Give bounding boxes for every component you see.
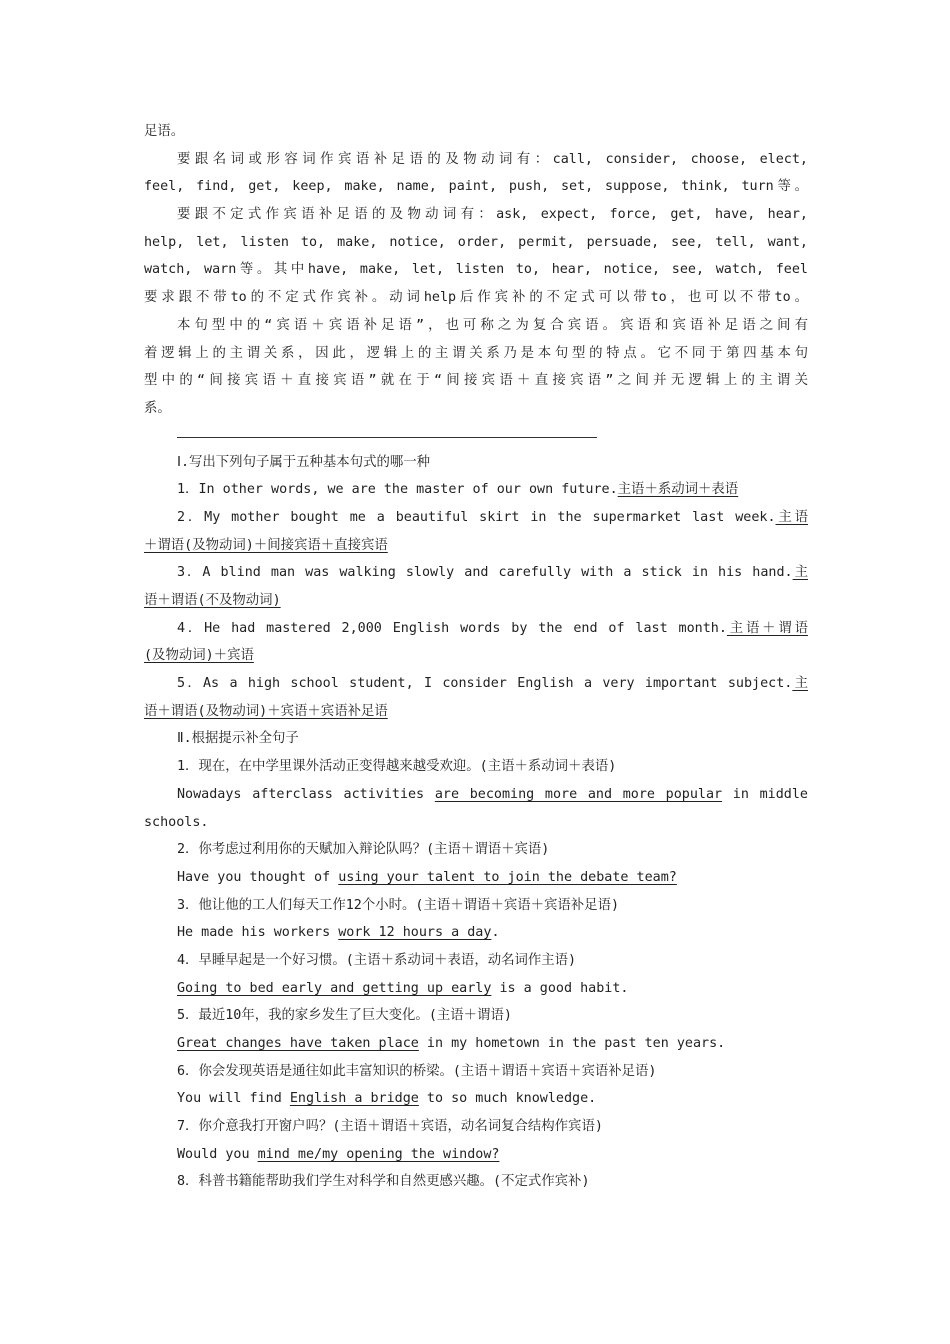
question-text: 5．As a high school student, I consider English a very important subject. xyxy=(177,676,793,692)
exercise2-answer-line: Great changes have taken place in my hometown in the past ten years. xyxy=(177,1036,726,1051)
exercise2-answer-line: Going to bed early and getting up early is a good habit. xyxy=(177,980,629,996)
section-divider xyxy=(144,423,808,449)
answer-text: 语＋谓语(不及物动词) xyxy=(144,593,281,608)
exercise2-prompt: 8．科普书籍能帮助我们学生对科学和自然更感兴趣。(不定式作宾补) xyxy=(177,1174,590,1190)
answer-text: English a bridge xyxy=(289,1091,419,1107)
grammar-line: watch, warn等。其中have, make, let, listen to, hear, notice, see, watch, feel xyxy=(144,262,808,278)
exercise2-prompt: 1．现在，在中学里课外活动正变得越来越受欢迎。(主语＋系动词＋表语) xyxy=(177,759,617,775)
answer-text: Going to bed early and getting up early xyxy=(177,980,492,996)
answer-text: Great changes have taken place xyxy=(177,1036,419,1051)
answer-text: 主 xyxy=(792,676,808,692)
exercise1-answer-cont xyxy=(144,587,808,615)
answer-text: work 12 hours a day xyxy=(338,925,492,941)
exercise2-title: Ⅱ.根据提示补全句子 xyxy=(177,731,299,747)
grammar-line: 型中的“间接宾语＋直接宾语”就在于“间接宾语＋直接宾语”之间并无逻辑上的主谓关 xyxy=(144,373,808,389)
exercise1-title: Ⅰ.写出下列句子属于五种基本句式的哪一种 xyxy=(177,454,431,470)
answer-text: 主语＋系动词＋表语 xyxy=(617,482,739,498)
grammar-line: help, let, listen to, make, notice, order, permit, persuade, see, tell, want, xyxy=(144,234,808,250)
answer-text: mind me/my opening the window? xyxy=(257,1146,500,1162)
exercise2-prompt: 4．早睡早起是一个好习惯。(主语＋系动词＋表语，动名词作主语) xyxy=(177,952,577,968)
exercise1-question xyxy=(144,559,808,587)
answer-text: (及物动词)＋宾语 xyxy=(144,648,254,664)
grammar-line: 足语。 xyxy=(144,124,185,139)
exercise2-prompt: 5．最近10年，我的家乡发生了巨大变化。(主语＋谓语) xyxy=(177,1008,512,1024)
exercise2-prompt: 3．他让他的工人们每天工作12个小时。(主语＋谓语＋宾语＋宾语补足语) xyxy=(177,897,620,913)
exercise2-answer-line: Would you mind me/my opening the window? xyxy=(177,1146,500,1162)
document-body xyxy=(144,118,808,1196)
answer-text: 主语＋谓语 xyxy=(726,620,809,636)
grammar-line: 着逻辑上的主谓关系，因此，逻辑上的主谓关系乃是本句型的特点。它不同于第四基本句 xyxy=(144,345,808,361)
exercise1-answer-cont xyxy=(144,698,808,726)
answer-text: 主语 xyxy=(775,509,808,525)
grammar-line: feel, find, get, keep, make, name, paint, push, set, suppose, think, turn等。 xyxy=(144,179,808,195)
answer-text: 主 xyxy=(792,565,808,581)
grammar-line: 本句型中的“宾语＋宾语补足语”，也可称之为复合宾语。宾语和宾语补足语之间有 xyxy=(177,317,808,333)
exercise2-answer-line: You will find English a bridge to so much knowledge. xyxy=(177,1091,597,1107)
question-text: 3．A blind man was walking slowly and carefully with a stick in his hand. xyxy=(177,565,793,581)
exercise1-answer-cont xyxy=(144,532,808,560)
answer-text: using your talent to join the debate team? xyxy=(338,869,677,885)
grammar-line: 系。 xyxy=(144,400,171,416)
exercise2-answer-line: Nowadays afterclass activities are becoming more and more popular in middle xyxy=(177,786,808,802)
exercise2-answer-line: He made his workers work 12 hours a day. xyxy=(177,925,500,941)
exercise1-question xyxy=(144,476,808,504)
exercise1-question xyxy=(144,504,808,532)
question-text: 1．In other words, we are the master of our own future. xyxy=(177,482,618,498)
exercise1-question xyxy=(144,670,808,698)
exercise1-question xyxy=(144,615,808,643)
question-text: 2．My mother bought me a beautiful skirt in the supermarket last week. xyxy=(177,509,776,525)
exercise2-prompt: 6．你会发现英语是通往如此丰富知识的桥梁。(主语＋谓语＋宾语＋宾语补足语) xyxy=(177,1063,657,1079)
grammar-line: 要求跟不带to的不定式作宾补。动词help后作宾补的不定式可以带to，也可以不带to。 xyxy=(144,290,808,306)
exercise2-prompt: 2．你考虑过利用你的天赋加入辩论队吗？(主语＋谓语＋宾语) xyxy=(177,842,550,858)
question-text: 4．He had mastered 2,000 English words by the end of last month. xyxy=(177,620,727,636)
answer-text: are becoming more and more popular xyxy=(434,786,723,802)
exercise1-answer-cont xyxy=(144,642,808,670)
exercise2-answer-cont: schools. xyxy=(144,814,209,830)
grammar-line: 要跟不定式作宾语补足语的及物动词有：ask, expect, force, get, have, hear, xyxy=(177,207,808,223)
answer-text: 语＋谓语(及物动词)＋宾语＋宾语补足语 xyxy=(144,703,388,719)
exercise2-answer-line: Have you thought of using your talent to join the debate team? xyxy=(177,869,677,885)
answer-text: ＋谓语(及物动词)＋间接宾语＋直接宾语 xyxy=(144,537,388,553)
grammar-line: 要跟名词或形容词作宾语补足语的及物动词有：call, consider, choose, elect, xyxy=(177,151,808,167)
exercise2-prompt: 7．你介意我打开窗户吗？(主语＋谓语＋宾语，动名词复合结构作宾语) xyxy=(177,1119,603,1135)
